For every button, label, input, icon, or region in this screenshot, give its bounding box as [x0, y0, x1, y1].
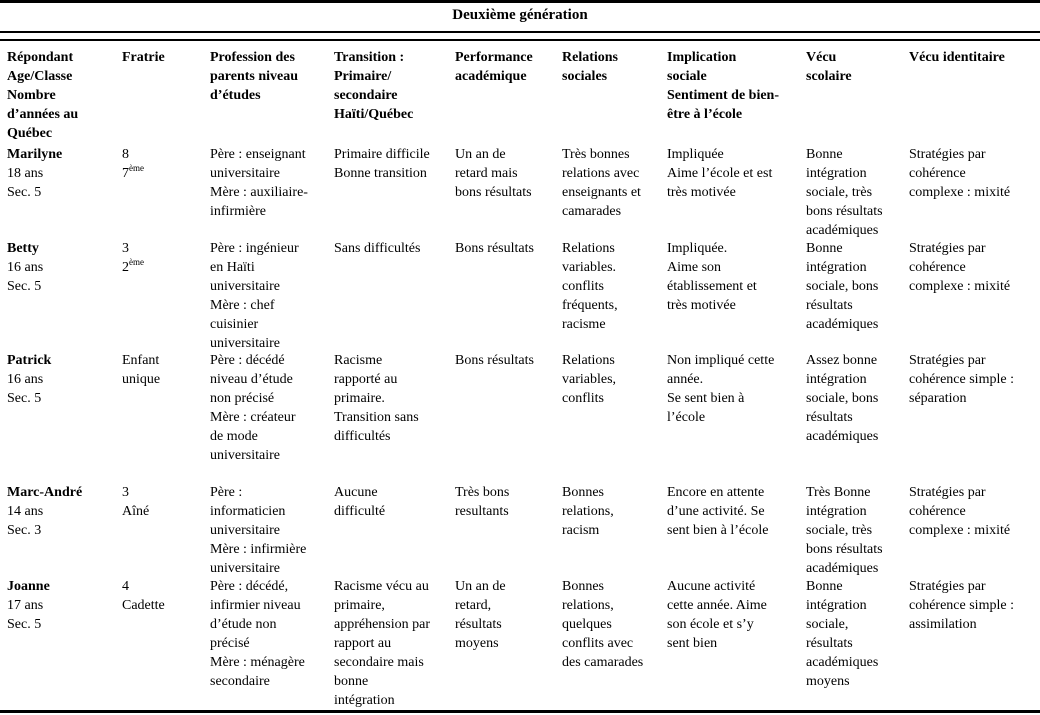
cell-line: l’école [667, 410, 706, 425]
cell-line: bons résultats [806, 542, 883, 557]
cell-line: résultats [806, 410, 853, 425]
cell-line: relations avec [562, 166, 640, 181]
cell-line: Bonne [806, 579, 843, 594]
cell-line: fréquents, [562, 298, 618, 313]
cell-line: secondaire [210, 674, 270, 689]
cell-transition [334, 239, 420, 258]
cell-line: sociale, bons [806, 279, 879, 294]
header-line: Transition : [334, 50, 405, 65]
cell-respondent [7, 577, 50, 634]
header-line: Nombre [7, 88, 56, 103]
respondent-name: Betty [7, 241, 39, 256]
fratrie-rank [122, 164, 144, 183]
cell-line: Mère : infirmière [210, 542, 307, 557]
fratrie-count: 8 [122, 147, 129, 162]
header-respondent [7, 48, 78, 143]
cell-relations [562, 351, 616, 408]
cell-line: Un an de [455, 579, 506, 594]
cell-line: sent bien [667, 636, 718, 651]
header-line: Vécu identitaire [909, 50, 1005, 65]
cell-line: conflits [562, 279, 604, 294]
header-line: Sentiment de bien- [667, 88, 779, 103]
cell-line: Aucune [334, 485, 378, 500]
cell-line: cohérence [909, 504, 966, 519]
cell-line: Relations [562, 241, 615, 256]
cell-line: Encore en attente [667, 485, 765, 500]
cell-relations [562, 483, 614, 540]
cell-vecu-identitaire [909, 483, 1010, 540]
cell-line: Bonnes [562, 579, 604, 594]
cell-line: universitaire [210, 336, 280, 351]
fratrie-count: 3 [122, 241, 129, 256]
cell-line: très motivée [667, 185, 736, 200]
cell-line: année. [667, 372, 704, 387]
cell-line: Assez bonne [806, 353, 878, 368]
fratrie-rank-suffix: ème [129, 257, 144, 267]
header-line: Québec [7, 126, 53, 141]
cell-line: cohérence [909, 260, 966, 275]
cell-relations [562, 239, 618, 334]
cell-line: Mère : chef [210, 298, 275, 313]
header-line: Fratrie [122, 50, 165, 65]
cell-line: infirmière [210, 204, 266, 219]
top-rule-thick [0, 0, 1040, 3]
cell-line: sent bien à l’école [667, 523, 769, 538]
cell-line: intégration [334, 693, 395, 708]
header-line: scolaire [806, 69, 852, 84]
cell-line: universitaire [210, 279, 280, 294]
cell-line: bons résultats [455, 185, 532, 200]
cell-line: Un an de [455, 147, 506, 162]
cell-line: infirmier niveau [210, 598, 301, 613]
cell-fratrie [122, 577, 165, 615]
cell-line: retard, [455, 598, 492, 613]
cell-vecu-scolaire [806, 483, 883, 578]
cell-line: Bons résultats [455, 353, 534, 368]
cell-line: racism [562, 523, 600, 538]
cell-line: très motivée [667, 298, 736, 313]
cell-line: Père : décédé, [210, 579, 289, 594]
cell-line: d’étude non [210, 617, 277, 632]
cell-transition [334, 483, 385, 521]
fratrie-rank-suffix: ème [129, 163, 144, 173]
cell-performance [455, 577, 506, 653]
cell-fratrie [122, 351, 160, 389]
cell-line: séparation [909, 391, 967, 406]
cell-line: Sec. 5 [7, 391, 42, 406]
cell-performance [455, 239, 534, 258]
header-line: Performance [455, 50, 533, 65]
cell-respondent [7, 239, 43, 296]
header-line: d’études [210, 88, 261, 103]
cell-line: Sec. 5 [7, 185, 42, 200]
cell-line: résultats [806, 298, 853, 313]
cell-line: Stratégies par [909, 485, 986, 500]
cell-line: Bonne transition [334, 166, 427, 181]
header-line: sociale [667, 69, 707, 84]
cell-line: cette année. Aime [667, 598, 767, 613]
cell-line: Mère : ménagère [210, 655, 305, 670]
fratrie-rank-number: 2 [122, 260, 129, 275]
cell-line: Aîné [122, 504, 150, 519]
header-line: académique [455, 69, 527, 84]
cell-line: Relations [562, 353, 615, 368]
header-fratrie [122, 48, 165, 67]
header-line: Profession des [210, 50, 295, 65]
cell-line: Bonne [806, 241, 843, 256]
cell-line: enseignants et [562, 185, 641, 200]
cell-line: Stratégies par [909, 147, 986, 162]
cell-line: Mère : créateur [210, 410, 296, 425]
cell-line: Sec. 5 [7, 617, 42, 632]
cell-line: primaire. [334, 391, 385, 406]
cell-line: difficulté [334, 504, 386, 519]
cell-line: 3 [122, 485, 129, 500]
cell-line: intégration [806, 166, 867, 181]
cell-line: assimilation [909, 617, 977, 632]
header-implication [667, 48, 779, 124]
header-relations [562, 48, 618, 86]
cell-line: Aime son [667, 260, 722, 275]
cell-vecu-scolaire [806, 239, 878, 334]
cell-line: Primaire difficile [334, 147, 430, 162]
cell-relations [562, 577, 643, 672]
cell-line: cuisinier [210, 317, 259, 332]
cell-line: bons résultats [806, 204, 883, 219]
cell-line: intégration [806, 598, 867, 613]
header-line: Relations [562, 50, 618, 65]
cell-line: Stratégies par [909, 353, 986, 368]
cell-profession [210, 483, 306, 578]
header-line: Primaire/ [334, 69, 392, 84]
cell-vecu-identitaire [909, 145, 1010, 202]
cell-line: intégration [806, 504, 867, 519]
cell-line: sociale, très [806, 523, 873, 538]
header-profession [210, 48, 298, 105]
cell-line: académiques [806, 429, 879, 444]
cell-line: Racisme [334, 353, 383, 368]
cell-implication [667, 239, 757, 315]
cell-line: Racisme vécu au [334, 579, 429, 594]
cell-vecu-identitaire [909, 577, 1014, 634]
header-line: être à l’école [667, 107, 743, 122]
cell-line: résultats [455, 617, 502, 632]
cell-line: Enfant [122, 353, 160, 368]
cell-line: complexe : mixité [909, 279, 1011, 294]
cell-line: difficultés [334, 429, 391, 444]
cell-line: Aime l’école et est [667, 166, 773, 181]
cell-line: Bonne [806, 147, 843, 162]
cell-transition [334, 577, 430, 710]
cell-line: resultants [455, 504, 509, 519]
header-line: secondaire [334, 88, 398, 103]
cell-line: universitaire [210, 448, 280, 463]
cell-line: relations, [562, 598, 614, 613]
cell-profession [210, 351, 296, 465]
cell-line: moyens [455, 636, 499, 651]
header-rule [0, 39, 1040, 41]
respondent-name: Marc-André [7, 485, 83, 500]
cell-line: Transition sans [334, 410, 419, 425]
cell-respondent [7, 483, 82, 540]
cell-line: quelques [562, 617, 612, 632]
fratrie-rank-number: 7 [122, 166, 129, 181]
cell-vecu-identitaire [909, 351, 1014, 408]
cell-performance [455, 145, 532, 202]
cell-line: académiques [806, 561, 879, 576]
cell-line: Père : décédé [210, 353, 285, 368]
cell-line: Père : [210, 485, 243, 500]
cell-profession [210, 145, 308, 221]
cell-line: universitaire [210, 561, 280, 576]
cell-line: sociale, [806, 617, 849, 632]
cell-line: Impliquée [667, 147, 724, 162]
cell-line: variables. [562, 260, 617, 275]
cell-vecu-scolaire [806, 351, 878, 446]
cell-line: académiques [806, 223, 879, 238]
cell-respondent [7, 351, 51, 408]
cell-line: Non impliqué cette [667, 353, 775, 368]
respondent-name: Patrick [7, 353, 52, 368]
cell-line: Se sent bien à [667, 391, 745, 406]
respondent-name: Marilyne [7, 147, 63, 162]
cell-line: conflits avec [562, 636, 634, 651]
header-line: Implication [667, 50, 737, 65]
cell-line: primaire, [334, 598, 385, 613]
cell-performance [455, 483, 509, 521]
cell-line: Impliquée. [667, 241, 728, 256]
header-line: Répondant [7, 50, 74, 65]
cell-line: son école et s’y [667, 617, 754, 632]
cell-line: Très Bonne [806, 485, 871, 500]
cell-line: non précisé [210, 391, 275, 406]
header-line: Age/Classe [7, 69, 73, 84]
cell-implication [667, 577, 767, 653]
cell-line: des camarades [562, 655, 644, 670]
cell-line: Mère : auxiliaire- [210, 185, 308, 200]
cell-line: universitaire [210, 523, 280, 538]
cell-line: résultats [806, 636, 853, 651]
cell-line: en Haïti [210, 260, 255, 275]
cell-line: cohérence simple : [909, 372, 1014, 387]
cell-vecu-scolaire [806, 145, 883, 240]
cell-line: Père : enseignant [210, 147, 306, 162]
cell-line: bonne [334, 674, 369, 689]
cell-line: établissement et [667, 279, 757, 294]
cell-line: Bonnes [562, 485, 604, 500]
cell-vecu-scolaire [806, 577, 878, 691]
cell-profession [210, 577, 305, 691]
cell-line: précisé [210, 636, 250, 651]
cell-line: Père : ingénieur [210, 241, 299, 256]
cell-implication [667, 351, 774, 427]
cell-line: académiques [806, 317, 879, 332]
cell-line: cohérence simple : [909, 598, 1014, 613]
cell-line: 4 [122, 579, 129, 594]
header-line: d’années au [7, 107, 79, 122]
cell-fratrie [122, 239, 144, 277]
cell-line: 16 ans [7, 260, 44, 275]
cell-line: Aucune activité [667, 579, 756, 594]
cell-line: universitaire [210, 166, 280, 181]
cell-line: 18 ans [7, 166, 44, 181]
cell-vecu-identitaire [909, 239, 1010, 296]
cell-line: Bons résultats [455, 241, 534, 256]
header-vecu-identitaire [909, 48, 1005, 67]
cell-line: Stratégies par [909, 579, 986, 594]
header-line: sociales [562, 69, 608, 84]
cell-line: Très bonnes [562, 147, 630, 162]
cell-implication [667, 483, 768, 540]
cell-line: variables, [562, 372, 617, 387]
cell-line: Sec. 5 [7, 279, 42, 294]
cell-line: Cadette [122, 598, 165, 613]
cell-line: 14 ans [7, 504, 44, 519]
cell-transition [334, 351, 419, 446]
cell-line: secondaire mais [334, 655, 424, 670]
cell-line: d’une activité. Se [667, 504, 765, 519]
cell-line: rapport au [334, 636, 392, 651]
cell-implication [667, 145, 772, 202]
cell-performance [455, 351, 534, 370]
fratrie-rank [122, 258, 144, 277]
header-line: Vécu [806, 50, 837, 65]
cell-fratrie [122, 145, 144, 183]
cell-line: unique [122, 372, 161, 387]
respondent-name: Joanne [7, 579, 50, 594]
cell-line: racisme [562, 317, 606, 332]
cell-line: intégration [806, 260, 867, 275]
cell-line: rapporté au [334, 372, 398, 387]
cell-line: 17 ans [7, 598, 44, 613]
bottom-rule-thick [0, 710, 1040, 713]
header-line: Haïti/Québec [334, 107, 414, 122]
cell-relations [562, 145, 641, 221]
cell-line: conflits [562, 391, 604, 406]
cell-transition [334, 145, 430, 183]
cell-line: informaticien [210, 504, 286, 519]
cell-line: appréhension par [334, 617, 431, 632]
cell-respondent [7, 145, 62, 202]
cell-line: retard mais [455, 166, 518, 181]
cell-line: complexe : mixité [909, 523, 1011, 538]
title-rule [0, 31, 1040, 33]
header-line: parents niveau [210, 69, 299, 84]
cell-line: académiques [806, 655, 879, 670]
cell-line: relations, [562, 504, 614, 519]
cell-line: niveau d’étude [210, 372, 293, 387]
cell-fratrie [122, 483, 149, 521]
cell-line: moyens [806, 674, 850, 689]
header-vecu-scolaire [806, 48, 852, 86]
cell-line: complexe : mixité [909, 185, 1011, 200]
cell-line: Stratégies par [909, 241, 986, 256]
cell-line: 16 ans [7, 372, 44, 387]
cell-line: Très bons [455, 485, 510, 500]
cell-line: intégration [806, 372, 867, 387]
cell-line: de mode [210, 429, 258, 444]
cell-line: cohérence [909, 166, 966, 181]
cell-line: sociale, bons [806, 391, 879, 406]
cell-line: Sec. 3 [7, 523, 42, 538]
cell-line: sociale, très [806, 185, 873, 200]
header-performance [455, 48, 533, 86]
table-title: Deuxième génération [452, 7, 588, 23]
cell-line: camarades [562, 204, 622, 219]
cell-profession [210, 239, 299, 353]
cell-line: Sans difficultés [334, 241, 421, 256]
header-transition [334, 48, 413, 124]
